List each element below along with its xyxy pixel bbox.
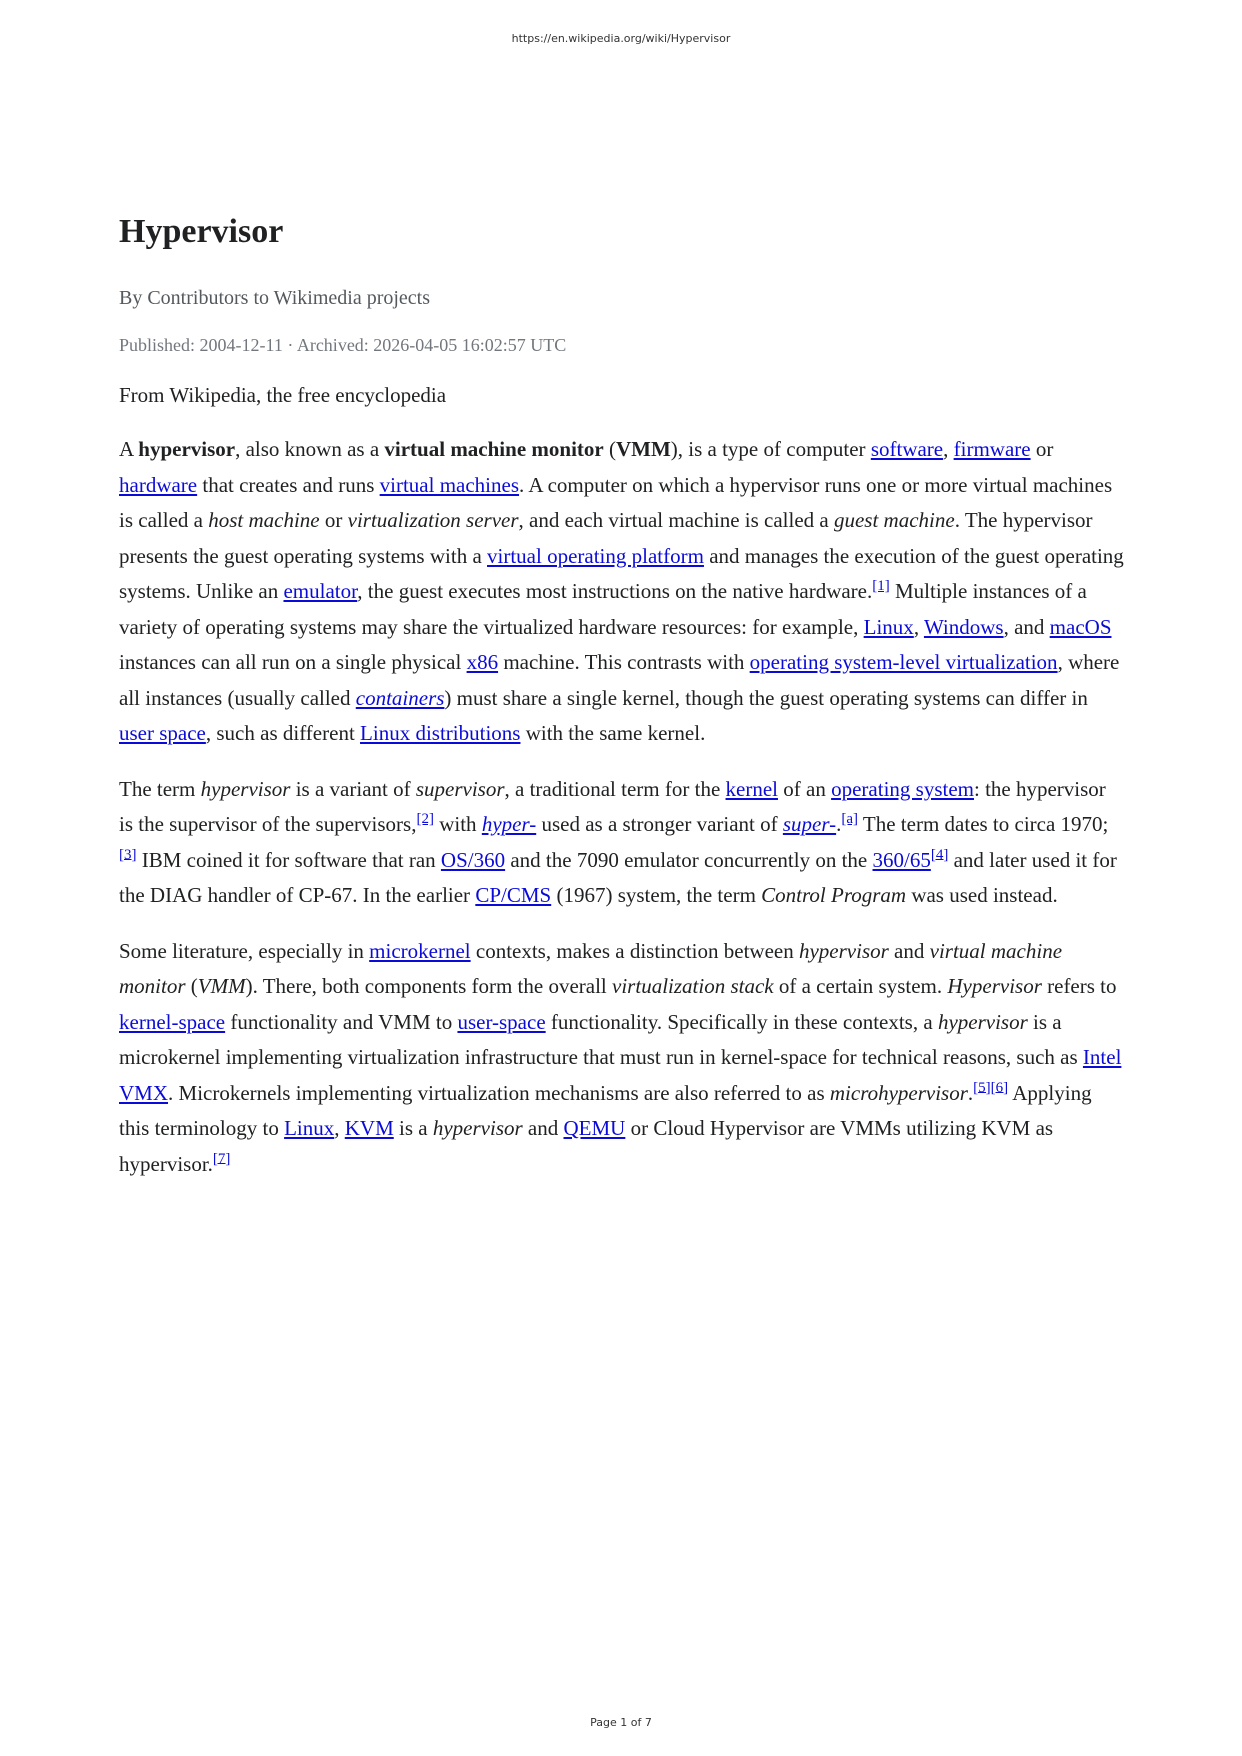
page-number: Page 1 of 7: [590, 1716, 652, 1729]
link-containers[interactable]: containers: [355, 685, 445, 710]
publish-meta: Published: 2004-12-11 · Archived: 2026-04-05 16:02:57 UTC: [119, 335, 567, 355]
paragraph-terminology: Some literature, especially in microkernel contexts, makes a distinction between hypervisor and virtual machine monitor (VMM). There, both components form the overall virtualization stack of a certain system. Hypervisor refers to kernel-space functionality and VMM to user-space functionality. Specifically in these contexts, a hypervisor is a microkernel implementing virtualization infrastructure that must run in kernel-space for technical reasons, such as Intel VMX. Microkernels implementing virtualization mechanisms are also referred to as microhypervisor.[5][6] Applying this terminology to Linux, KVM is a hypervisor and QEMU or Cloud Hypervisor are VMMs utilizing KVM as hypervisor.[7]: [119, 938, 1122, 1176]
link-windows[interactable]: Windows: [923, 614, 1004, 639]
page-url-header: https://en.wikipedia.org/wiki/Hypervisor: [511, 32, 731, 45]
link-software[interactable]: software: [870, 437, 944, 461]
link-x86[interactable]: x86: [466, 650, 499, 674]
ref-5[interactable]: [5]: [973, 1079, 991, 1096]
link-emulator[interactable]: emulator: [283, 579, 358, 603]
link-virtual-operating-platform[interactable]: virtual operating platform: [487, 543, 704, 568]
tagline: From Wikipedia, the free encyclopedia: [119, 383, 447, 407]
link-hardware[interactable]: hardware: [119, 472, 198, 497]
link-hyper[interactable]: hyper-: [481, 812, 537, 836]
link-qemu[interactable]: QEMU: [563, 1116, 626, 1140]
ref-6[interactable]: [6]: [990, 1079, 1009, 1096]
link-os-level-virtualization[interactable]: operating system-level virtualization: [749, 650, 1058, 674]
ref-3[interactable]: [3]: [119, 846, 137, 863]
term-vmm: VMM: [615, 437, 671, 461]
link-user-space[interactable]: user space: [119, 721, 206, 745]
link-linux-distributions[interactable]: Linux distributions: [360, 721, 521, 745]
link-kernel[interactable]: kernel: [725, 776, 779, 801]
term-vmm-full: virtual machine monitor: [384, 437, 604, 461]
paragraph-etymology: The term hypervisor is a variant of supervisor, a traditional term for the kernel of an operating system: the hypervisor is the supervisor of the supervisors,[2] with hyper- used as a stronger variant of super-.[a] The term dates to circa 1970;[3] IBM coined it for software that ran OS/360 and the 7090 emulator concurrently on the 360/65[4] and later used it for the DIAG handler of CP-67. In the earlier CP/CMS (1967) system, the term Control Program was used instead.: [119, 776, 1117, 907]
page-title: Hypervisor: [119, 213, 284, 250]
link-linux-2[interactable]: Linux: [284, 1116, 335, 1140]
link-360-65[interactable]: 360/65: [872, 847, 931, 872]
link-operating-system[interactable]: operating system: [831, 776, 974, 801]
link-kernel-space[interactable]: kernel-space: [119, 1009, 226, 1034]
term-hypervisor: hypervisor: [138, 437, 236, 461]
byline: By Contributors to Wikimedia projects: [119, 287, 431, 309]
link-microkernel[interactable]: microkernel: [369, 938, 471, 963]
link-firmware[interactable]: firmware: [953, 437, 1031, 461]
paragraph-intro: A hypervisor, also known as a virtual machine monitor (VMM), is a type of computer software, firmware or hardware that creates and runs virtual machines. A computer on which a hypervisor runs one or more virtual machines is called a host machine or virtualization server, and each virtual machine is called a guest machine. The hypervisor presents the guest operating systems with a virtual operating platform and manages the execution of the guest operating systems. Unlike an emulator, the guest executes most instructions on the native hardware.[1] Multiple instances of a variety of operating systems may share the virtualized hardware resources: for example, Linux, Windows, and macOS instances can all run on a single physical x86 machine. This contrasts with operating system-level virtualization, where all instances (usually called containers) must share a single kernel, though the guest operating systems can differ in user space, such as different Linux distributions with the same kernel.: [119, 437, 1124, 745]
ref-2[interactable]: [2]: [416, 810, 434, 827]
link-user-space-2[interactable]: user-space: [457, 1009, 546, 1034]
ref-a[interactable]: [a]: [841, 810, 859, 827]
ref-7[interactable]: [7]: [212, 1150, 231, 1167]
article: [119, 210, 1125, 1202]
link-cp-cms[interactable]: CP/CMS: [475, 883, 552, 907]
link-virtual-machines[interactable]: virtual machines: [379, 472, 520, 497]
link-os360[interactable]: OS/360: [440, 847, 506, 872]
link-linux[interactable]: Linux: [863, 614, 914, 639]
ref-1[interactable]: [1]: [872, 577, 890, 594]
ref-4[interactable]: [4]: [930, 846, 949, 863]
link-super[interactable]: super-: [782, 812, 837, 836]
link-macos[interactable]: macOS: [1049, 614, 1112, 639]
link-intel-vmx[interactable]: Intel VMX: [119, 1045, 1122, 1105]
link-kvm[interactable]: KVM: [344, 1116, 394, 1140]
